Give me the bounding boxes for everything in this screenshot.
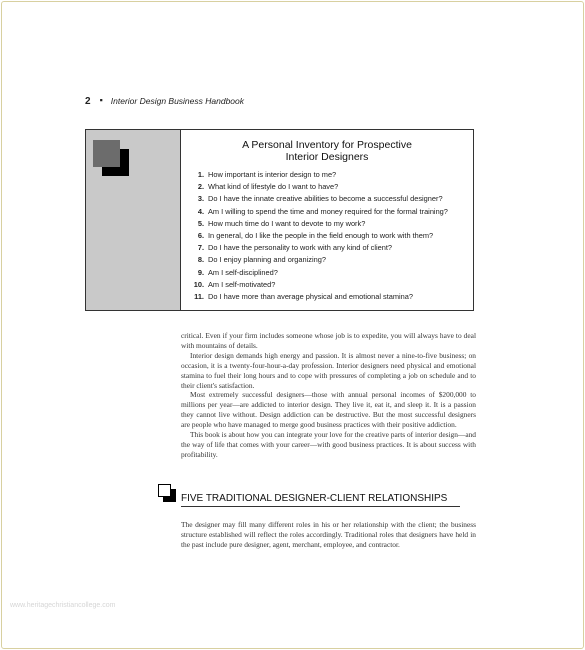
body-paragraph: This book is about how you can integrate your love for the creative parts of interior design—and the way of life that comes with your career—with good business practices. It is about success with profitability. — [181, 430, 476, 459]
item-text: Do I have more than average physical and emotional stamina? — [208, 292, 414, 302]
inventory-list — [181, 169, 473, 303]
section-heading — [158, 484, 460, 508]
section-heading-text: FIVE TRADITIONAL DESIGNER-CLIENT RELATIONSHIPS — [181, 493, 448, 504]
item-number: 9. — [197, 267, 204, 277]
heading-square-icon — [158, 484, 171, 497]
page-number: 2 — [85, 96, 91, 107]
item-number: 8. — [197, 255, 204, 265]
item-text: What kind of lifestyle do I want to have? — [208, 182, 339, 192]
item-number: 4. — [197, 206, 204, 216]
inventory-item — [188, 242, 473, 254]
inventory-item — [188, 254, 473, 266]
item-text: Am I self-motivated? — [208, 279, 276, 289]
inventory-box — [85, 129, 474, 311]
inventory-item — [188, 169, 473, 181]
inventory-item — [188, 267, 473, 279]
item-number: 10. — [193, 279, 204, 289]
item-text: Am I willing to spend the time and money required for the formal training? — [208, 206, 448, 216]
item-text: Do I enjoy planning and organizing? — [208, 255, 326, 265]
inventory-item — [188, 291, 473, 303]
inventory-item — [188, 230, 473, 242]
inventory-title-line1: A Personal Inventory for Prospective — [242, 139, 412, 151]
body-paragraph: critical. Even if your firm includes someone whose job is to expedite, you will always have to deal with mountains of details. — [181, 331, 476, 350]
watermark: www.heritagechristiancollege.com — [10, 602, 116, 609]
item-number: 11. — [194, 292, 204, 302]
inventory-item — [188, 193, 473, 205]
decorative-square-icon — [93, 140, 120, 167]
inventory-item — [188, 218, 473, 230]
section-paragraph: The designer may fill many different roles in his or her relationship with the client; the business structure established will reflect the roles accordingly. Traditional roles that designers have held in the past include pure designer, agent, merchant, employee, and contractor. — [181, 520, 476, 549]
body-text — [181, 331, 476, 460]
item-text: Do I have the personality to work with any kind of client? — [208, 243, 393, 253]
book-title: Interior Design Business Handbook — [110, 96, 245, 106]
inventory-item — [188, 206, 473, 218]
body-paragraph: Most extremely successful designers—those with annual personal incomes of $200,000 to millions per year—are addicted to interior design. They live it, eat it, and sleep it. It is a passion they cannot live without. Design addiction can be destructive. But the most successful designers are people who have managed to merge good business practices with their positive addiction. — [181, 390, 476, 430]
item-number: 1. — [197, 170, 204, 179]
inventory-title-line2: Interior Designers — [285, 151, 369, 163]
inventory-item — [188, 181, 473, 193]
body-paragraph: Interior design demands high energy and passion. It is almost never a nine-to-five business; on occasion, it is a twenty-four-hour-a-day profession. Interior designers need physical and emotional stamina to fuel their long hours and to cope with pressures of completing a job on schedule and to their client's satisfaction. — [181, 350, 476, 390]
bullet-icon: ▪ — [99, 95, 103, 105]
inventory-item — [188, 279, 473, 291]
section-text — [181, 520, 476, 550]
item-number: 7. — [197, 243, 204, 253]
inventory-title — [181, 139, 473, 163]
item-number: 3. — [197, 194, 204, 204]
item-text: How much time do I want to devote to my work? — [208, 218, 366, 228]
item-number: 2. — [197, 182, 204, 192]
item-text: In general, do I like the people in the field enough to work with them? — [208, 231, 434, 241]
running-head — [85, 96, 244, 107]
item-text: Am I self-disciplined? — [208, 267, 278, 277]
item-number: 6. — [197, 231, 204, 241]
item-text: Do I have the innate creative abilities to become a successful designer? — [208, 194, 443, 204]
inventory-side-panel — [86, 130, 181, 310]
heading-rule — [181, 506, 460, 507]
item-number: 5. — [197, 218, 204, 228]
inventory-content — [181, 130, 473, 310]
item-text: How important is interior design to me? — [208, 170, 337, 179]
